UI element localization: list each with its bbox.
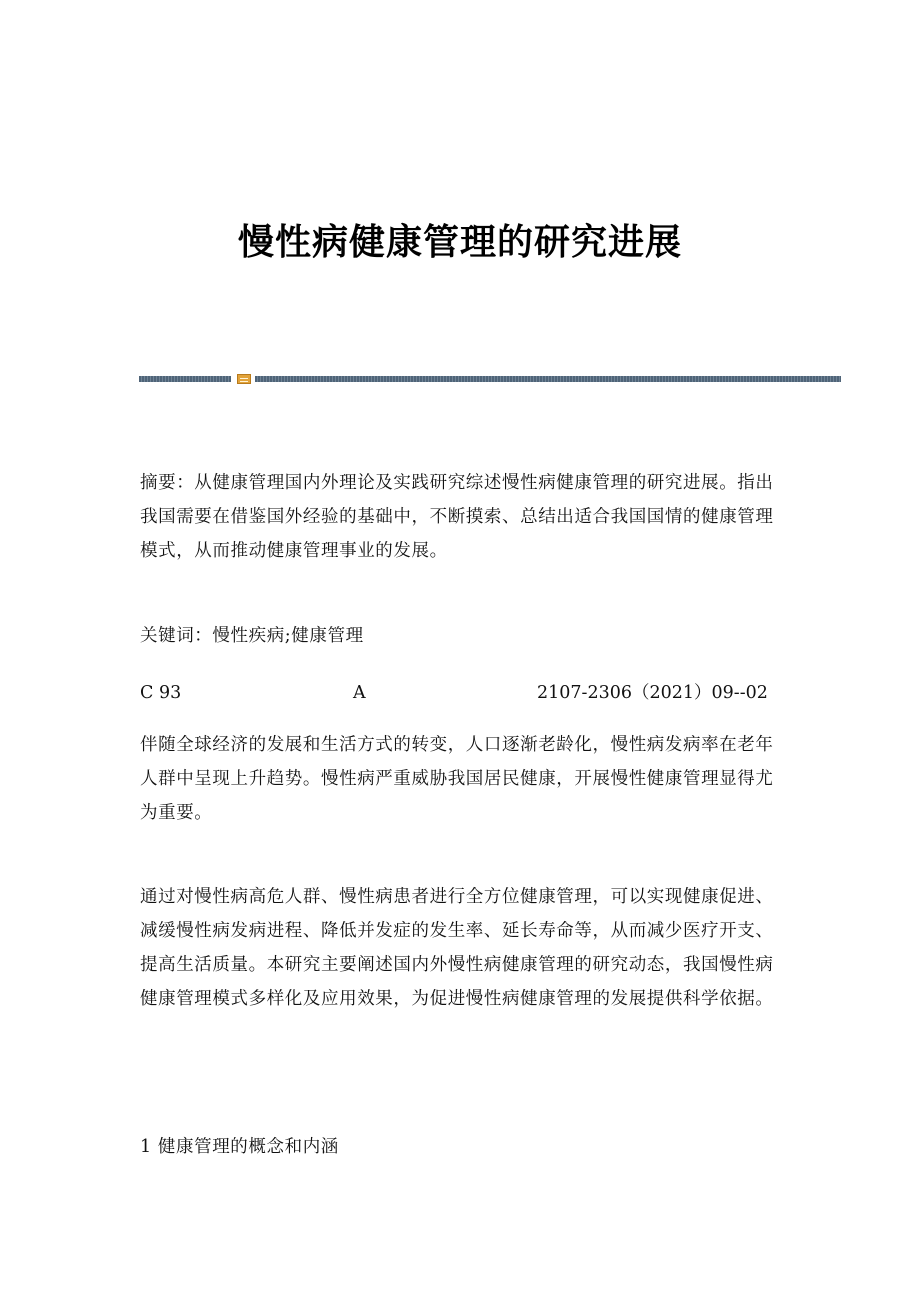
body-paragraph: 伴随全球经济的发展和生活方式的转变，人口逐渐老龄化，慢性病发病率在老年人群中呈现上升趋势。慢性病严重威胁我国居民健康，开展慢性健康管理显得尤为重要。: [140, 735, 774, 823]
divider-bar-left: [139, 376, 231, 382]
body-paragraph: 通过对慢性病高危人群、慢性病患者进行全方位健康管理，可以实现健康促进、减缓慢性病发病进程、降低并发症的发生率、延长寿命等，从而减少医疗开支、提高生活质量。本研究主要阐述国内外慢性病健康管理的研究动态，我国慢性病健康管理模式多样化及应用效果，为促进慢性病健康管理的发展提供科学依据。: [140, 887, 774, 1009]
classification-line: [140, 676, 780, 710]
clc-code: C 93: [140, 683, 182, 703]
title-divider: [139, 374, 841, 384]
keywords: 关键词：慢性疾病;健康管理: [140, 626, 364, 646]
document-code: A: [353, 683, 366, 703]
page-title: 慢性病健康管理的研究进展: [237, 221, 682, 263]
section-heading: 1 健康管理的概念和内涵: [140, 1137, 339, 1157]
divider-ornament-icon: [237, 374, 251, 384]
article-id: 2107-2306（2021）09--02: [537, 683, 768, 703]
abstract: 摘要：从健康管理国内外理论及实践研究综述慢性病健康管理的研究进展。指出我国需要在借鉴国外经验的基础中，不断摸索、总结出适合我国国情的健康管理模式，从而推动健康管理事业的发展。: [140, 473, 774, 561]
divider-bar-right: [255, 376, 841, 382]
